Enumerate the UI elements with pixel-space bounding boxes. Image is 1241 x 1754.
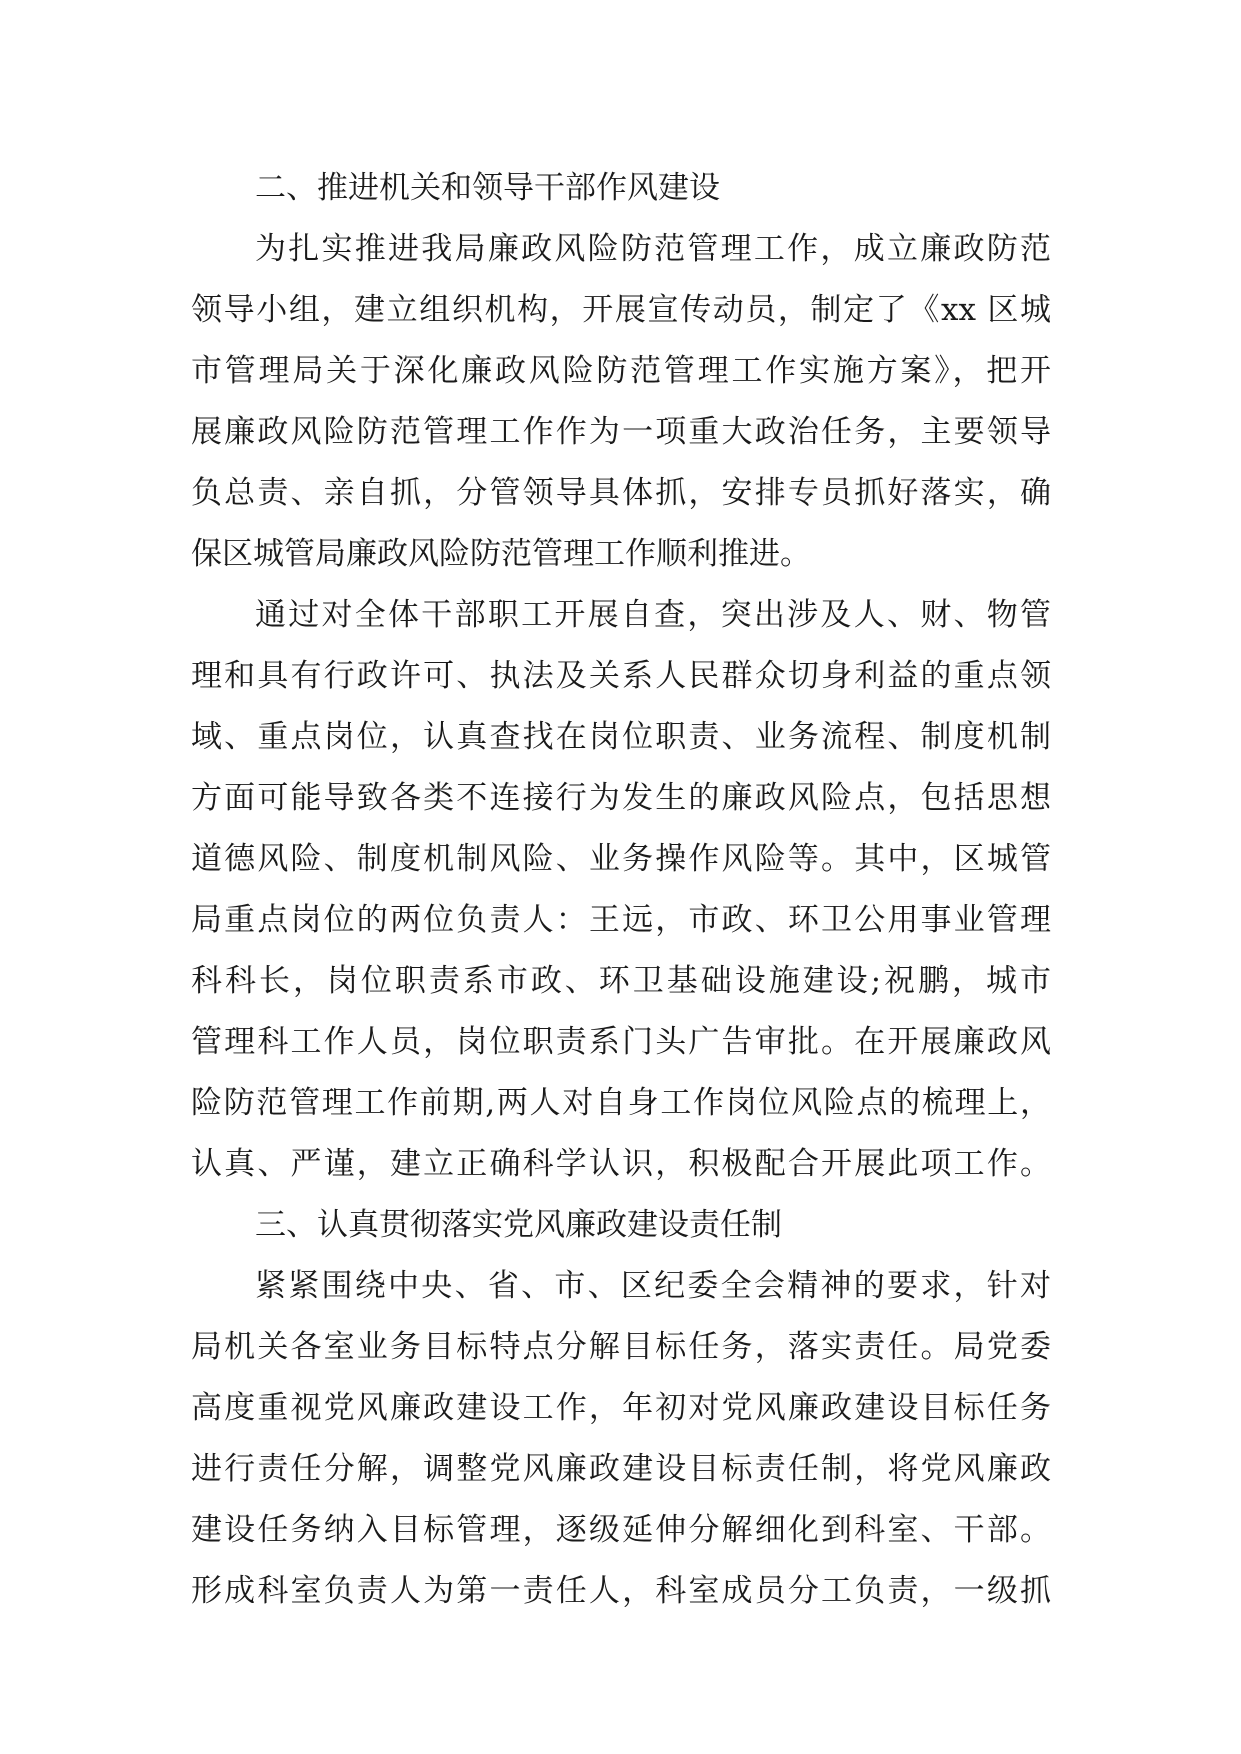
text-line: 形成科室负责人为第一责任人，科室成员分工负责，一级抓 bbox=[191, 1573, 1051, 1609]
text-line: 二、推进机关和领导干部作风建设 bbox=[255, 170, 720, 206]
text-line: 展廉政风险防范管理工作作为一项重大政治任务，主要领导 bbox=[191, 414, 1051, 450]
text-line: 高度重视党风廉政建设工作，年初对党风廉政建设目标任务 bbox=[191, 1390, 1051, 1426]
text-line: 通过对全体干部职工开展自查，突出涉及人、财、物管 bbox=[255, 597, 1051, 633]
text-line: 领导小组，建立组织机构，开展宣传动员，制定了《xx 区城 bbox=[191, 292, 1051, 328]
text-line: 方面可能导致各类不连接行为发生的廉政风险点，包括思想 bbox=[191, 780, 1051, 816]
text-line: 局重点岗位的两位负责人：王远，市政、环卫公用事业管理 bbox=[191, 902, 1051, 938]
text-line: 道德风险、制度机制风险、业务操作风险等。其中，区城管 bbox=[191, 841, 1051, 877]
text-line: 负总责、亲自抓，分管领导具体抓，安排专员抓好落实，确 bbox=[191, 475, 1051, 511]
text-line: 紧紧围绕中央、省、市、区纪委全会精神的要求，针对 bbox=[255, 1268, 1051, 1304]
text-line: 三、认真贯彻落实党风廉政建设责任制 bbox=[255, 1207, 782, 1243]
text-line: 市管理局关于深化廉政风险防范管理工作实施方案》，把开 bbox=[191, 353, 1051, 389]
text-line: 科科长，岗位职责系市政、环卫基础设施建设;祝鹏，城市 bbox=[191, 963, 1051, 999]
text-line: 险防范管理工作前期,两人对自身工作岗位风险点的梳理上， bbox=[191, 1085, 1051, 1121]
text-line: 认真、严谨，建立正确科学认识，积极配合开展此项工作。 bbox=[191, 1146, 1051, 1182]
text-line: 管理科工作人员，岗位职责系门头广告审批。在开展廉政风 bbox=[191, 1024, 1051, 1060]
text-line: 域、重点岗位，认真查找在岗位职责、业务流程、制度机制 bbox=[191, 719, 1051, 755]
text-line: 建设任务纳入目标管理，逐级延伸分解细化到科室、干部。 bbox=[191, 1512, 1051, 1548]
text-line: 保区城管局廉政风险防范管理工作顺利推进。 bbox=[191, 536, 811, 572]
text-line: 理和具有行政许可、执法及关系人民群众切身利益的重点领 bbox=[191, 658, 1051, 694]
text-line: 局机关各室业务目标特点分解目标任务，落实责任。局党委 bbox=[191, 1329, 1051, 1365]
text-line: 进行责任分解，调整党风廉政建设目标责任制，将党风廉政 bbox=[191, 1451, 1051, 1487]
text-line: 为扎实推进我局廉政风险防范管理工作，成立廉政防范 bbox=[255, 231, 1051, 267]
document-body bbox=[191, 158, 1051, 1622]
